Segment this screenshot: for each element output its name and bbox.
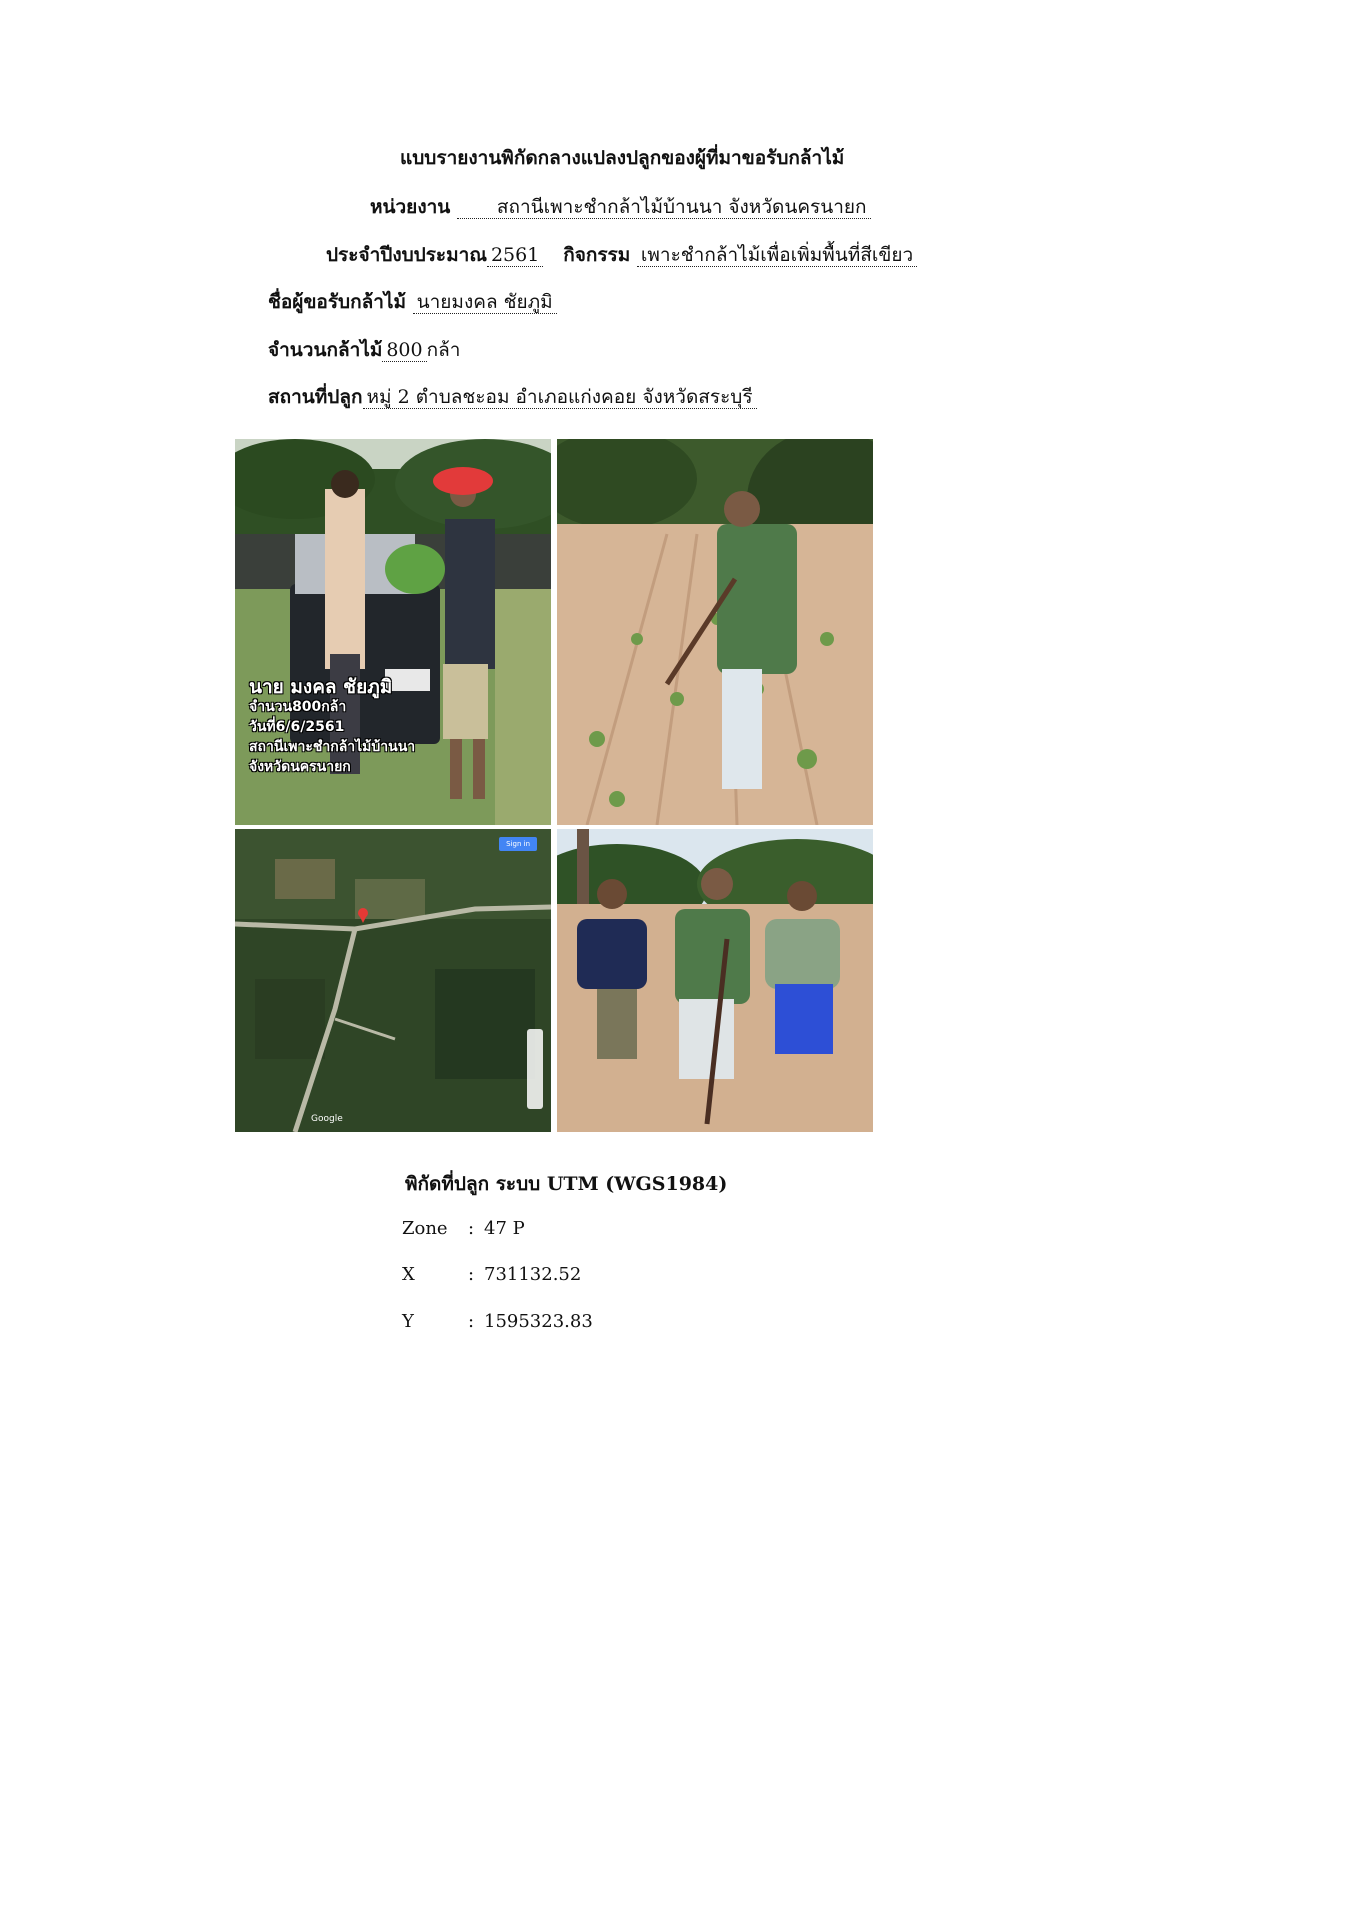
agency-value: สถานีเพาะชำกล้าไม้บ้านนา จังหวัดนครนายก	[457, 196, 871, 219]
count-unit: กล้า	[426, 339, 461, 361]
coord-row-x: X : 731132.52	[402, 1264, 582, 1285]
photo-seedling-handover	[235, 439, 551, 825]
coord-key: Zone	[402, 1218, 448, 1239]
caption-count: จำนวน800กล้า	[249, 699, 347, 715]
coord-key: X	[402, 1264, 415, 1285]
fiscal-label: ประจำปีงบประมาณ	[326, 244, 487, 266]
google-logo: Google	[311, 1114, 343, 1124]
coord-row-y: Y : 1595323.83	[402, 1311, 593, 1332]
coord-value: 47 P	[484, 1218, 525, 1239]
photo-group-field	[557, 829, 873, 1132]
coord-row-zone: Zone : 47 P	[402, 1218, 525, 1239]
recipient-label: ชื่อผู้ขอรับกล้าไม้	[268, 291, 407, 313]
coords-title: พิกัดที่ปลูก ระบบ UTM (WGS1984)	[405, 1173, 728, 1195]
coord-value: 731132.52	[484, 1264, 582, 1285]
photo-field-planting	[557, 439, 873, 825]
fiscal-value: 2561	[487, 244, 543, 267]
location-value: หมู่ 2 ตำบลชะอม อำเภอแก่งคอย จังหวัดสระบุรี	[363, 386, 757, 409]
caption-station: สถานีเพาะชำกล้าไม้บ้านนา	[249, 739, 416, 755]
recipient-row	[268, 287, 557, 317]
coord-key: Y	[402, 1311, 414, 1332]
coord-value: 1595323.83	[484, 1311, 593, 1332]
agency-row	[370, 192, 871, 222]
recipient-value: นายมงคล ชัยภูมิ	[413, 291, 557, 314]
count-value: 800	[382, 339, 426, 362]
agency-label: หน่วยงาน	[370, 196, 451, 218]
activity-label: กิจกรรม	[563, 244, 631, 266]
location-row	[268, 382, 757, 412]
signin-button[interactable]: Sign in	[499, 837, 537, 851]
fiscal-row	[326, 240, 917, 270]
location-label: สถานที่ปลูก	[268, 386, 363, 408]
caption-name: นาย มงคล ชัยภูมิ	[249, 676, 393, 698]
count-label: จำนวนกล้าไม้	[268, 339, 383, 361]
caption-province: จังหวัดนครนายก	[249, 759, 351, 775]
count-row	[268, 335, 460, 365]
photo-caption	[249, 677, 415, 777]
satellite-map	[235, 829, 551, 1132]
caption-date: วันที่6/6/2561	[249, 719, 345, 735]
document-title: แบบรายงานพิกัดกลางแปลงปลูกของผู้ที่มาขอรับกล้าไม้	[400, 147, 845, 169]
activity-value: เพาะชำกล้าไม้เพื่อเพิ่มพื้นที่สีเขียว	[637, 244, 917, 267]
